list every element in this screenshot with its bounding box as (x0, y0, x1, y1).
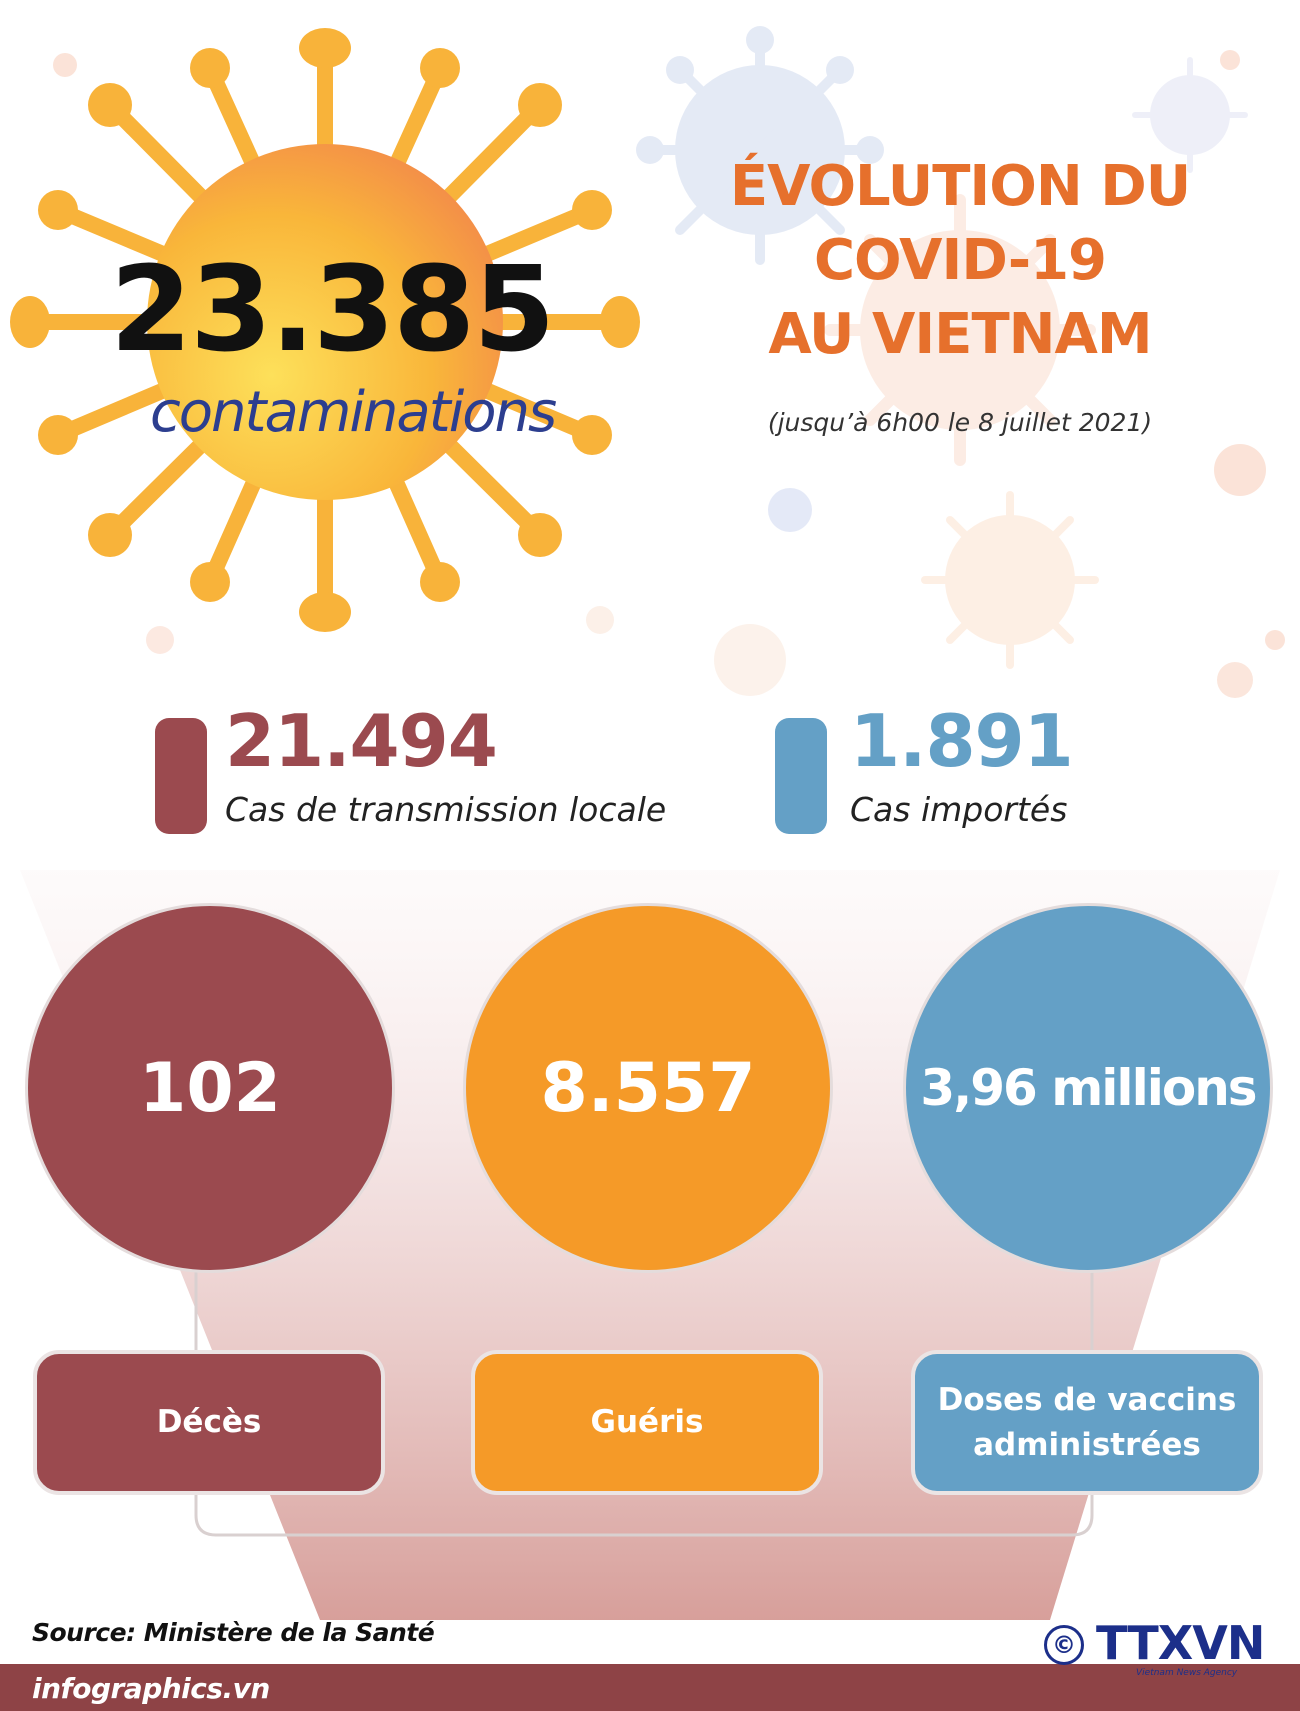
local-cases-label: Cas de transmission locale (225, 790, 667, 829)
page-title (660, 150, 1260, 372)
source-credit: Source: Ministère de la Santé (32, 1618, 435, 1647)
deaths-label: Décès (156, 1404, 262, 1440)
agency-logo-subtext: Vietnam News Agency (1136, 1668, 1238, 1678)
site-link[interactable]: infographics.vn (32, 1672, 270, 1705)
vaccine-doses-circle (903, 903, 1273, 1273)
title-line-2: COVID-19 (813, 228, 1107, 293)
local-cases-color-bar (155, 718, 207, 834)
recovered-label-box (471, 1350, 823, 1495)
date-subtitle: (jusqu’à 6h00 le 8 juillet 2021) (767, 408, 1153, 437)
vaccine-doses-label-line-2: administrées (973, 1426, 1201, 1463)
total-cases-label: contaminations (150, 380, 556, 445)
recovered-circle (463, 903, 833, 1273)
copyright-icon: © (1044, 1625, 1084, 1665)
vaccine-doses-label (938, 1378, 1237, 1468)
imported-cases-label: Cas importés (850, 790, 1068, 829)
vaccine-doses-label-box (911, 1350, 1263, 1495)
total-cases-value: 23.385 (110, 240, 554, 378)
agency-logo (1096, 1616, 1286, 1680)
title-line-1: ÉVOLUTION DU (729, 154, 1191, 219)
deaths-label-box (33, 1350, 385, 1495)
faded-virus-peach (925, 495, 1095, 665)
imported-cases-value: 1.891 (850, 699, 1073, 783)
deaths-value: 102 (139, 1048, 281, 1128)
recovered-value: 8.557 (540, 1048, 756, 1128)
agency-logo-text: TTXVN (1096, 1616, 1265, 1670)
imported-cases-color-bar (775, 718, 827, 834)
recovered-label: Guéris (590, 1404, 704, 1440)
deaths-circle (25, 903, 395, 1273)
local-cases-value: 21.494 (225, 699, 497, 783)
vaccine-doses-label-line-1: Doses de vaccins (937, 1381, 1237, 1418)
title-line-3: AU VIETNAM (768, 302, 1152, 367)
vaccine-doses-value: 3,96 millions (920, 1059, 1256, 1117)
